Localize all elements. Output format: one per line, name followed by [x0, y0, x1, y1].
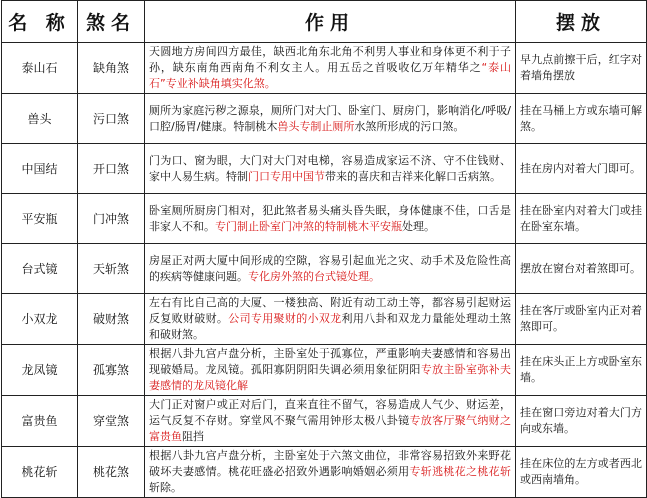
item-use	[145, 396, 516, 447]
table-row	[2, 294, 647, 345]
item-use	[145, 244, 516, 294]
item-place: 挂在客厅或卧室内正对着煞即可。	[516, 294, 647, 345]
use-highlight: 专放主卧室弥补夫妻感情的龙凤镜化解	[149, 363, 512, 392]
use-text: 房屋正对两大厦中间形成的空隙，容易引起血光之灾、动手术及危险性高的疾病等健康问题。	[149, 253, 511, 283]
table-row	[2, 447, 647, 498]
use-text: 根据八卦九宫卢盘分析，主卧室处于六煞文曲位，非常容易招致外来野花破坏夫妻感情。桃花旺盛必招致外遇影响婚姻必须用	[149, 449, 511, 478]
use-text-end: 斩除。	[149, 481, 182, 494]
feng-shui-table	[1, 0, 647, 498]
use-text: 左右有比自己高的大厦、一楼独高、附近有动工动土等，都容易引起财运反复败财破财。	[149, 296, 511, 325]
use-text-end: 带来的喜庆和吉祥来化解口舌病煞。	[325, 169, 501, 183]
item-use	[145, 345, 516, 396]
use-text: 卧室厕所厨房门相对，犯此煞者易头痛头昏失眠，身体健康不佳，口舌是非家人不和。	[149, 203, 511, 233]
item-use	[145, 447, 516, 498]
sha-name: 天斩煞	[78, 244, 145, 294]
use-text: 大门正对窗户或正对后门，直来直往不留气，容易造成人气少、财运差，运气反复不存财。穿堂风不聚气需用钟形太极八卦镜	[149, 398, 511, 427]
use-highlight: 公司专用聚财的小双龙	[228, 312, 342, 325]
sha-name: 破财煞	[78, 294, 145, 345]
table-row	[2, 144, 647, 194]
use-text: 门为口、窗为眼，大门对大门对电梯，容易造成家运不济、守不住钱财、家中人易生病。特制	[149, 153, 511, 183]
item-use	[145, 144, 516, 194]
header-name: 名 称	[2, 1, 78, 43]
item-place: 摆放在窗台对着煞即可。	[516, 244, 647, 294]
use-text: 根据八卦九宫卢盘分析，主卧室处于孤寡位，严重影响夫妻感情和容易出现破婚局。龙凤镜。孤阳寡阴阴阳失调必须用象征阴阳	[149, 347, 511, 376]
use-highlight: 专斩逃桃花之桃花斩	[409, 465, 512, 478]
use-highlight: 兽头专制止厕所	[277, 119, 355, 133]
item-name: 平安瓶	[2, 194, 78, 244]
use-highlight: 专放客厅聚气纳财之富贵鱼	[149, 414, 512, 443]
use-highlight: 专门制止卧室门冲煞的特制桃木平安瓶	[215, 219, 402, 233]
item-use	[145, 43, 516, 94]
use-text-end: 处理。	[402, 219, 435, 233]
use-highlight: 门口专用中国节	[248, 169, 325, 183]
item-name: 泰山石	[2, 43, 78, 94]
item-use	[145, 294, 516, 345]
item-use	[145, 94, 516, 144]
item-name: 台式镜	[2, 244, 78, 294]
sha-name: 桃花煞	[78, 447, 145, 498]
sha-name: 缺角煞	[78, 43, 145, 94]
header-row	[2, 1, 647, 43]
table-row	[2, 244, 647, 294]
item-name: 小双龙	[2, 294, 78, 345]
header-sha: 煞名	[78, 1, 145, 43]
table-row	[2, 345, 647, 396]
item-name: 龙凤镜	[2, 345, 78, 396]
use-text-end: 水煞所形成的污口煞。	[354, 119, 465, 133]
item-name: 兽头	[2, 94, 78, 144]
table-row	[2, 94, 647, 144]
use-text-end: 阻挡	[182, 430, 204, 443]
sha-name: 污口煞	[78, 94, 145, 144]
use-text: 厕所为家庭污秽之源泉，厕所门对大门、卧室门、厨房门，影响消化/呼吸/口腔/肠胃/健康。特制桃木	[149, 103, 511, 133]
sha-name: 穿堂煞	[78, 396, 145, 447]
header-place: 摆放	[516, 1, 647, 43]
item-place: 早九点前擦干后，红字对着墙角摆放	[516, 43, 647, 94]
use-highlight: “泰山石”专业补缺角填实化煞。	[149, 61, 511, 90]
use-text-end: 利用八卦和双龙力量能处理动土煞和破财煞。	[149, 312, 512, 341]
use-highlight: 专化房外煞的台式镜处理。	[248, 269, 380, 283]
item-place: 挂在窗口旁边对着大门方向或东墙。	[516, 396, 647, 447]
table-row	[2, 396, 647, 447]
item-name: 中国结	[2, 144, 78, 194]
item-use	[145, 194, 516, 244]
use-text: 天圆地方房间四方最佳，缺西北角东北角不利男人事业和身体更不利于子孙，缺东南角西南角不利女主人。用五岳之首吸收亿万年精华之	[149, 45, 511, 74]
sha-name: 开口煞	[78, 144, 145, 194]
item-place: 挂在床头正上方或卧室东墙。	[516, 345, 647, 396]
item-place: 挂在房内对着大门即可。	[516, 144, 647, 194]
sha-name: 门冲煞	[78, 194, 145, 244]
table-row	[2, 43, 647, 94]
table-row	[2, 194, 647, 244]
sha-name: 孤寡煞	[78, 345, 145, 396]
item-name: 桃花斩	[2, 447, 78, 498]
item-name: 富贵鱼	[2, 396, 78, 447]
item-place: 挂在床位的左方或者西北或西南墙角。	[516, 447, 647, 498]
header-use: 作用	[145, 1, 516, 43]
item-place: 挂在马桶上方或东墙可解煞。	[516, 94, 647, 144]
item-place: 挂在卧室内对着大门或挂在卧室东墙。	[516, 194, 647, 244]
